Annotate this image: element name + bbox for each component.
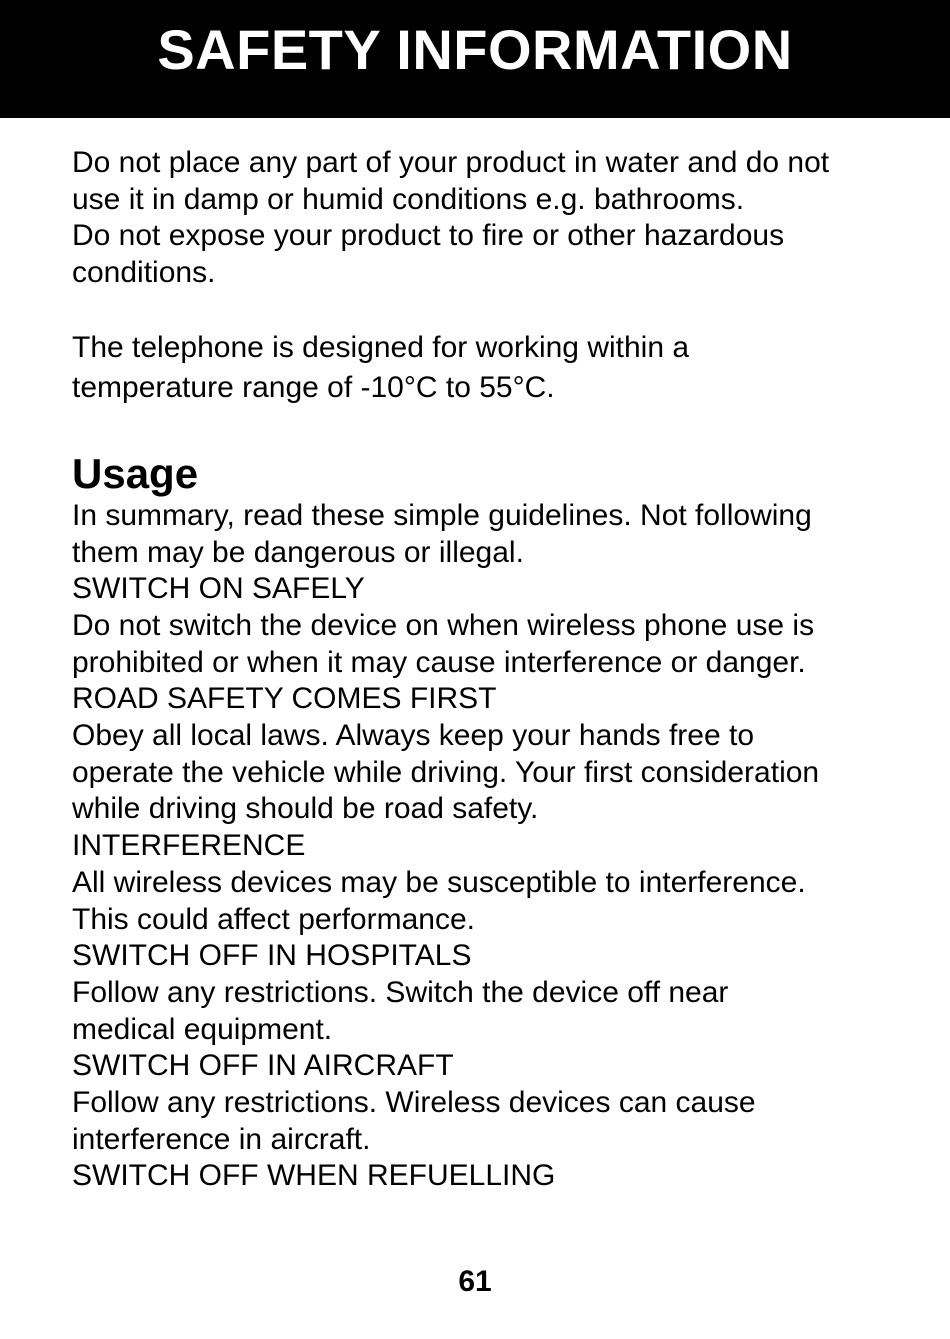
- usage-line: while driving should be road safety.: [72, 792, 539, 826]
- temperature-line: temperature range of -10°C to 55°C.: [72, 370, 555, 404]
- intro-line: Do not expose your product to fire or other hazardous: [72, 219, 785, 253]
- usage-heading: Usage: [72, 449, 199, 497]
- header-bar: [0, 0, 950, 118]
- section-spacer: [72, 408, 892, 448]
- guideline-title: INTERFERENCE: [72, 829, 306, 863]
- usage-line: Follow any restrictions. Switch the device off near: [72, 975, 729, 1009]
- usage-line: medical equipment.: [72, 1012, 333, 1046]
- usage-line: interference in aircraft.: [72, 1122, 371, 1156]
- intro-line: Do not place any part of your product in water and do not: [72, 146, 830, 179]
- guideline-title: SWITCH OFF IN HOSPITALS: [72, 939, 472, 973]
- usage-line: Obey all local laws. Always keep your hands free to: [72, 719, 755, 753]
- temperature-line: The telephone is designed for working within a: [72, 330, 690, 364]
- page-number: 61: [458, 1265, 492, 1298]
- usage-line: All wireless devices may be susceptible to interference.: [72, 865, 806, 899]
- intro-line: conditions.: [72, 256, 216, 290]
- guideline-title: SWITCH ON SAFELY: [72, 572, 365, 606]
- guideline-title: SWITCH OFF IN AIRCRAFT: [72, 1049, 454, 1083]
- usage-line: In summary, read these simple guidelines. Not following: [72, 498, 812, 532]
- usage-line: Follow any restrictions. Wireless devices can cause: [72, 1086, 756, 1120]
- usage-line: This could affect performance.: [72, 902, 475, 936]
- paragraph-spacer: [72, 292, 892, 328]
- intro-line: use it in damp or humid conditions e.g. bathrooms.: [72, 182, 745, 216]
- document-body: [72, 145, 892, 1195]
- page-title: SAFETY INFORMATION: [157, 18, 793, 81]
- usage-line: prohibited or when it may cause interference or danger.: [72, 645, 806, 679]
- guideline-title: ROAD SAFETY COMES FIRST: [72, 682, 497, 716]
- usage-line: Do not switch the device on when wireless phone use is: [72, 608, 815, 642]
- guideline-title: SWITCH OFF WHEN REFUELLING: [72, 1159, 556, 1193]
- usage-line: them may be dangerous or illegal.: [72, 535, 524, 569]
- usage-line: operate the vehicle while driving. Your first consideration: [72, 755, 820, 789]
